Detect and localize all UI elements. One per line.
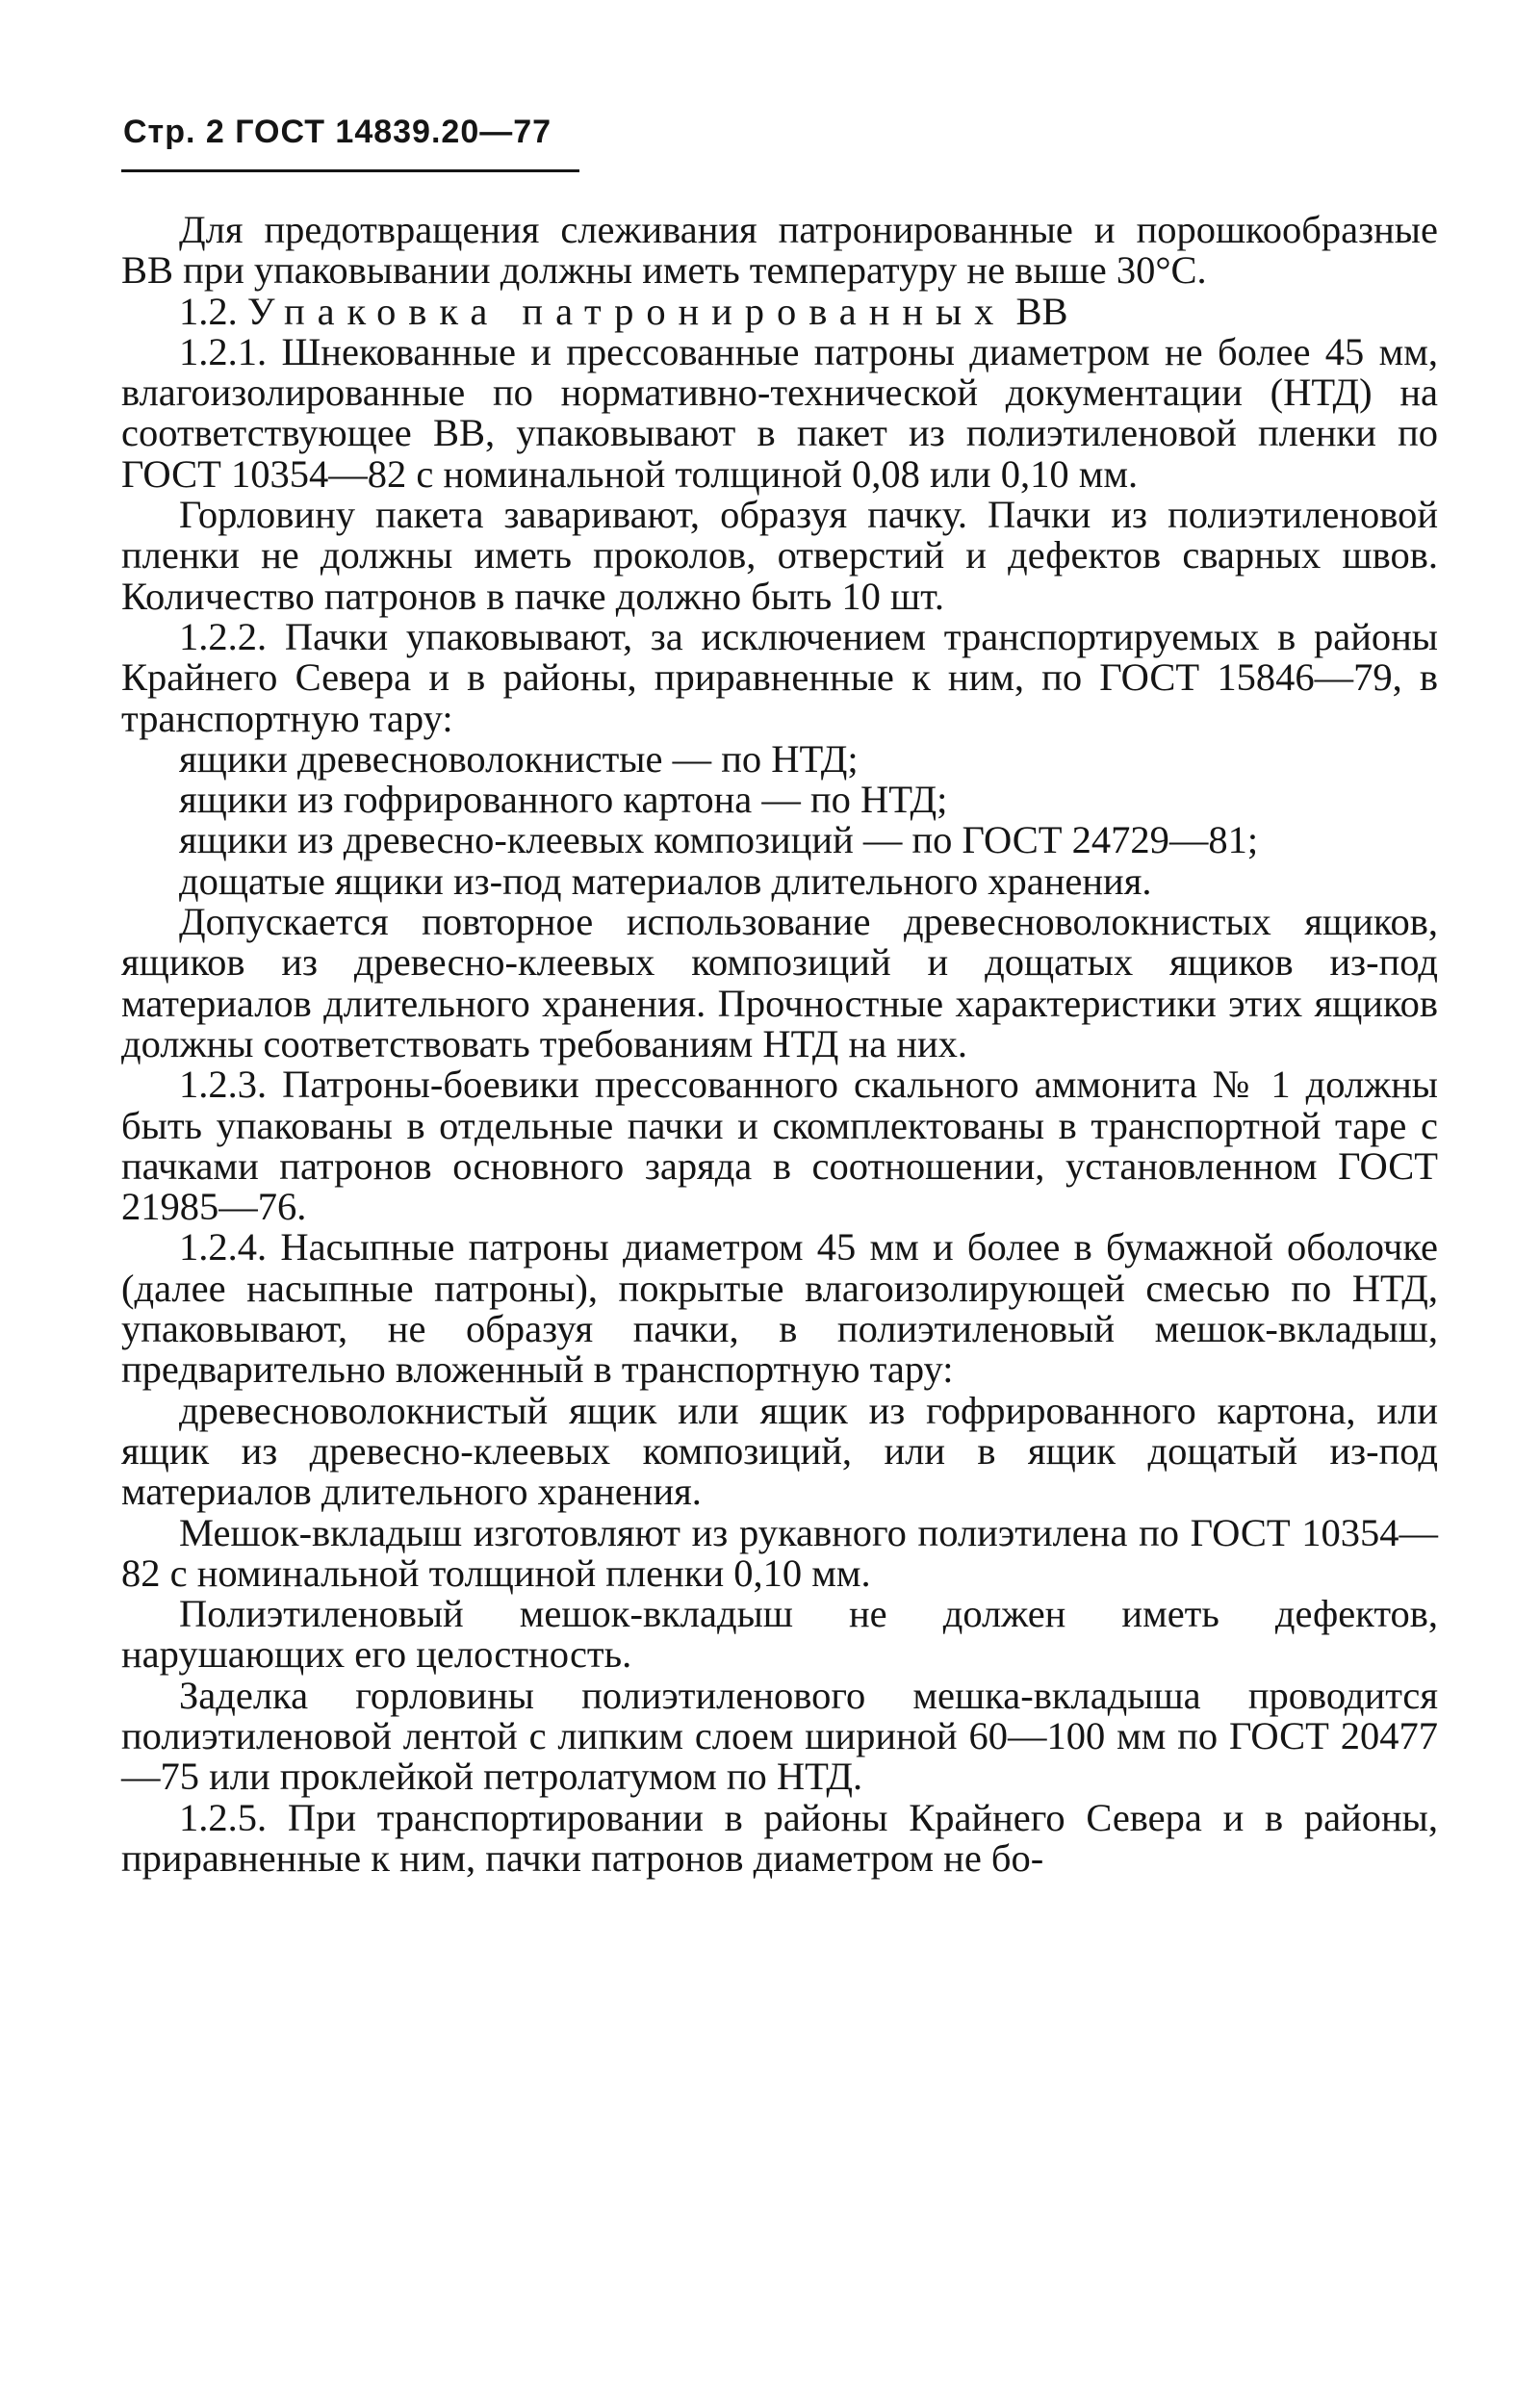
paragraph: Для предотвращения слеживания патронированные и порошкообразные ВВ при упаковывании должны иметь температуру не выше 30°C. [121, 208, 1438, 293]
paragraph: 1.2.2. Пачки упаковывают, за исключением транспортируемых в районы Крайнего Севера и в районы, приравненные к ним, по ГОСТ 15846—79, в транспортную тару: [121, 614, 1438, 740]
paragraph: Допускается повторное использование древесноволокнистых ящиков, ящиков из древесно-клеевых композиций и дощатых ящиков из-под материалов длительного хранения. Прочностные характеристики этих ящиков должны соответствовать требованиям НТД на них. [121, 900, 1438, 1065]
list-item: ящики из древесно-клеевых композиций — по ГОСТ 24729—81; [179, 818, 1259, 862]
paragraph: Мешок-вкладыш изготовляют из рукавного полиэтилена по ГОСТ 10354—82 с номинальной толщиной пленки 0,10 мм. [121, 1510, 1438, 1595]
paragraph: 1.2.1. Шнекованные и прессованные патроны диаметром не более 45 мм, влагоизолированные по нормативно-технической документации (НТД) на соответствующее ВВ, упаковывают в пакет из полиэтиленовой пленки по ГОСТ 10354—82 с номинальной толщиной 0,08 или 0,10 мм. [121, 329, 1438, 496]
paragraph: Горловину пакета заваривают, образуя пачку. Пачки из полиэтиленовой пленки не должны иметь проколов, отверстий и дефектов сварных швов. Количество патронов в пачке должно быть 10 шт. [121, 493, 1438, 618]
list-item: дощатые ящики из-под материалов длительного хранения. [179, 859, 1152, 903]
paragraph: Полиэтиленовый мешок-вкладыш не должен иметь дефектов, нарушающих его целостность. [121, 1592, 1438, 1677]
running-header: Стр. 2 ГОСТ 14839.20—77 [123, 114, 552, 150]
section-title: Упаковка патронированных [246, 289, 1007, 333]
section-title-tail: ВВ [1015, 289, 1068, 333]
list-item: ящики древесноволокнистые — по НТД; [179, 736, 859, 781]
paragraph: древесноволокнистый ящик или ящик из гофрированного картона, или ящик из древесно-клеевых композиций, или в ящик дощатый из-под материалов длительного хранения. [121, 1388, 1438, 1514]
paragraph: 1.2.3. Патроны-боевики прессованного скального аммонита № 1 должны быть упакованы в отдельные пачки и скомплектованы в транспортной таре с пачками патронов основного заряда в соотношении, установленном ГОСТ 21985—76. [121, 1063, 1438, 1229]
section-heading [121, 289, 1438, 333]
paragraph: 1.2.4. Насыпные патроны диаметром 45 мм и более в бумажной оболочке (далее насыпные патроны), покрытые влагоизолирующей смесью по НТД, упаковывают, не образуя пачки, в полиэтиленовый мешок-вкладыш, предварительно вложенный в транспортную тару: [121, 1225, 1438, 1392]
paragraph: 1.2.5. При транспортировании в районы Крайнего Севера и в районы, приравненные к ним, пачки патронов диаметром не бо- [121, 1795, 1438, 1880]
paragraph: Заделка горловины полиэтиленового мешка-вкладыша проводится полиэтиленовой лентой с липким слоем шириной 60—100 мм по ГОСТ 20477—75 или проклейкой петролатумом по НТД. [121, 1673, 1438, 1799]
document-body [121, 210, 1438, 1879]
header-rule [121, 169, 579, 172]
list-item: ящики из гофрированного картона — по НТД; [179, 778, 948, 822]
section-number: 1.2. [179, 289, 238, 333]
